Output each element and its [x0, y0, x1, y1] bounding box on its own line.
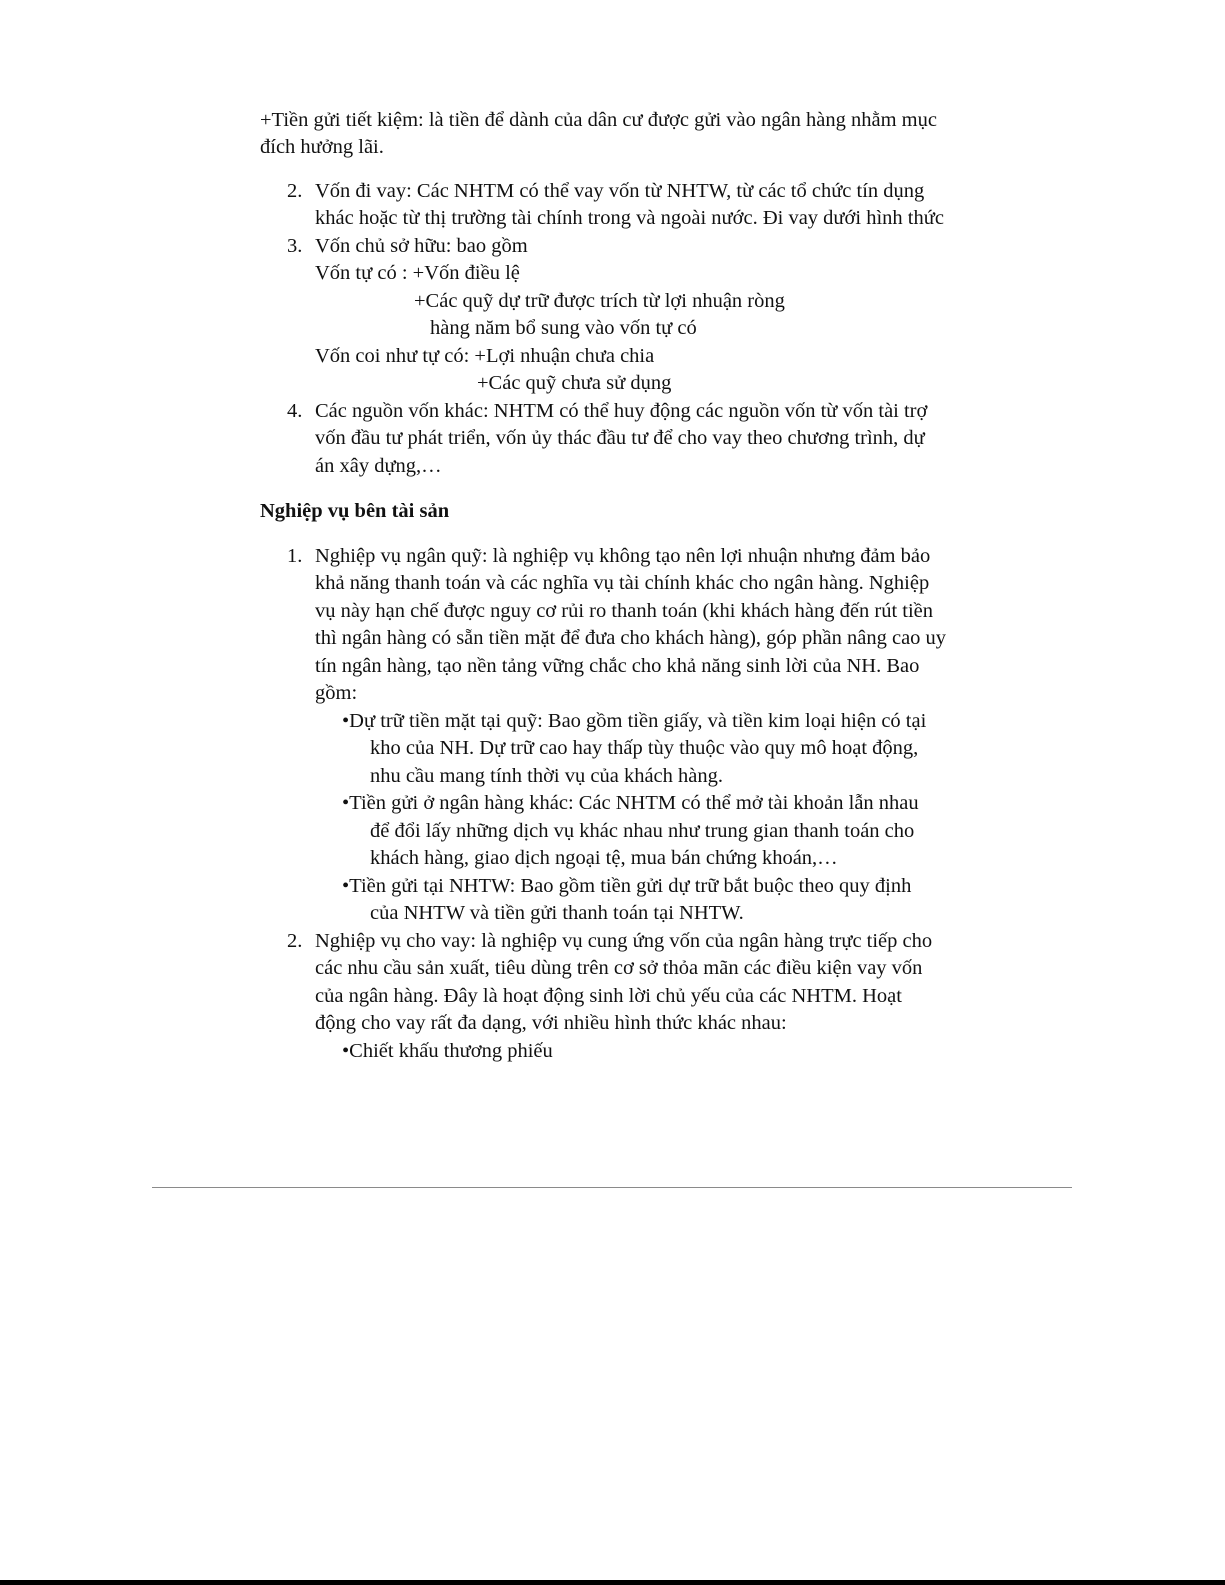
text-line: hàng năm bổ sung vào vốn tự có — [430, 317, 697, 339]
text-line: động cho vay rất đa dạng, với nhiều hình thức khác nhau: — [315, 1012, 787, 1034]
text-line: Vốn tự có : +Vốn điều lệ — [315, 262, 520, 284]
list-item-number: 3. — [287, 235, 303, 257]
text-line: khách hàng, giao dịch ngoại tệ, mua bán chứng khoán,… — [370, 847, 838, 869]
bullet-item: •Tiền gửi ở ngân hàng khác: Các NHTM có thể mở tài khoản lẫn nhau — [342, 792, 919, 814]
page-divider — [152, 1187, 1072, 1188]
list-item-number: 1. — [287, 545, 303, 567]
text-line: khác hoặc từ thị trường tài chính trong và ngoài nước. Đi vay dưới hình thức — [315, 207, 944, 229]
text-line: các nhu cầu sản xuất, tiêu dùng trên cơ sở thỏa mãn các điều kiện vay vốn — [315, 957, 923, 979]
text-line: nhu cầu mang tính thời vụ của khách hàng. — [370, 765, 723, 787]
text-line: +Các quỹ dự trữ được trích từ lợi nhuận ròng — [414, 290, 785, 312]
text-line: để đổi lấy những dịch vụ khác nhau như trung gian thanh toán cho — [370, 820, 915, 842]
list-item-number: 2. — [287, 930, 303, 952]
text-line: của ngân hàng. Đây là hoạt động sinh lời chủ yếu của các NHTM. Hoạt — [315, 985, 902, 1007]
text-line: thì ngân hàng có sẵn tiền mặt để đưa cho khách hàng), góp phần nâng cao uy — [315, 627, 947, 649]
text-line: khả năng thanh toán và các nghĩa vụ tài chính khác cho ngân hàng. Nghiệp — [315, 572, 930, 594]
section-heading: Nghiệp vụ bên tài sản — [260, 500, 450, 522]
list-item-number: 4. — [287, 400, 303, 422]
text-line: Các nguồn vốn khác: NHTM có thể huy động các nguồn vốn từ vốn tài trợ — [315, 400, 928, 422]
bullet-item: •Tiền gửi tại NHTW: Bao gồm tiền gửi dự trữ bắt buộc theo quy định — [342, 875, 912, 897]
text-line: kho của NH. Dự trữ cao hay thấp tùy thuộc vào quy mô hoạt động, — [370, 737, 919, 759]
bullet-item: •Chiết khấu thương phiếu — [342, 1040, 553, 1062]
bullet-item: •Dự trữ tiền mặt tại quỹ: Bao gồm tiền giấy, và tiền kim loại hiện có tại — [342, 710, 927, 732]
text-line: gồm: — [315, 682, 358, 704]
text-line: tín ngân hàng, tạo nền tảng vững chắc cho khả năng sinh lời của NH. Bao — [315, 655, 920, 677]
bottom-edge-bar — [0, 1580, 1225, 1585]
text-line: vụ này hạn chế được nguy cơ rủi ro thanh toán (khi khách hàng đến rút tiền — [315, 600, 934, 622]
text-line: Vốn coi như tự có: +Lợi nhuận chưa chia — [315, 345, 655, 367]
text-line: đích hưởng lãi. — [260, 136, 384, 158]
text-line: Nghiệp vụ cho vay: là nghiệp vụ cung ứng vốn của ngân hàng trực tiếp cho — [315, 930, 933, 952]
text-line: án xây dựng,… — [315, 455, 442, 477]
text-line: vốn đầu tư phát triển, vốn ủy thác đầu tư để cho vay theo chương trình, dự — [315, 427, 925, 449]
text-line: của NHTW và tiền gửi thanh toán tại NHTW. — [370, 902, 744, 924]
text-line: +Các quỹ chưa sử dụng — [477, 372, 672, 394]
text-line: +Tiền gửi tiết kiệm: là tiền để dành của dân cư được gửi vào ngân hàng nhằm mục — [260, 109, 937, 131]
text-line: Vốn chủ sở hữu: bao gồm — [315, 235, 528, 257]
text-line: Nghiệp vụ ngân quỹ: là nghiệp vụ không tạo nên lợi nhuận nhưng đảm bảo — [315, 545, 931, 567]
list-item-number: 2. — [287, 180, 303, 202]
text-line: Vốn đi vay: Các NHTM có thể vay vốn từ NHTW, từ các tổ chức tín dụng — [315, 180, 925, 202]
